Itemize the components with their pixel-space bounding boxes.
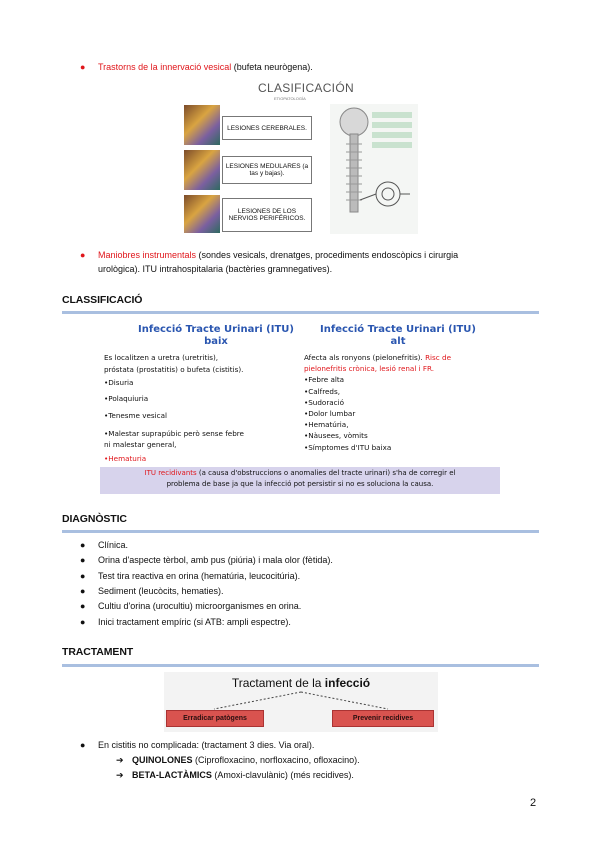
page-number: 2 [530, 797, 537, 809]
bullet-dot: ● [80, 555, 86, 565]
treatment-box-erradicar: Erradicar patògens [166, 710, 264, 727]
section-title-diagnostic: DIAGNÒSTIC [62, 513, 127, 525]
itu-low-list: Es localitzen a uretra (uretritis), próstata (prostatitis) o bufeta (cistitis). •Disuria •Polaquiuria •Tenesme vesical •Malestar suprapúbic però sense febre ni malestar general, •Hematuria [104, 353, 244, 463]
section-rule [62, 530, 539, 533]
arrow-icon: ➔ [116, 755, 124, 765]
section-rule [62, 311, 539, 314]
itu-high-list: Afecta als ronyons (pielonefritis). Risc de pielonefritis crònica, lesió renal i FR. •Febre alta •Calfreds, •Sudoració •Dolor lumbar •Hematúria, •Nàusees, vòmits •Símptomes d'ITU baixa [304, 353, 452, 452]
bullet-dot: ● [80, 540, 86, 550]
brain-illustration [184, 105, 220, 145]
treatment-sub-1: QUINOLONES (Ciprofloxacino, norfloxacino, ofloxacino). [132, 755, 360, 765]
bullet-dot: ● [80, 62, 86, 72]
treatment-item: En cistitis no complicada: (tractament 3 dies. Via oral). [98, 740, 315, 750]
bullet-dot: ● [80, 571, 86, 581]
figure-item-2: LESIONES MEDULARES (a tas y bajas). [222, 156, 312, 184]
intro-bullet-1: Trastorns de la innervació vesical (bufeta neurògena). [98, 62, 313, 72]
figure-subtitle: ETIOPATOLOGÍA [274, 96, 306, 101]
treatment-box-prevenir: Prevenir recidives [332, 710, 434, 727]
diagnostic-item: Orina d'aspecte tèrbol, amb pus (piúria) i mala olor (fètida). [98, 555, 333, 565]
spine-illustration [330, 104, 418, 234]
diagnostic-item: Clínica. [98, 540, 129, 550]
bullet-dot: ● [80, 250, 86, 260]
figure-title: CLASIFICACIÓN [258, 81, 354, 95]
diagnostic-item: Inici tractament empíric (si ATB: ampli espectre). [98, 617, 291, 627]
diagnostic-item: Test tira reactiva en orina (hematúria, leucocitúria). [98, 571, 301, 581]
itu-high-title: Infecció Tracte Urinari (ITU) alt [320, 324, 476, 347]
arrow-icon: ➔ [116, 770, 124, 780]
intro-bullet-2-line2: urològica). ITU intrahospitalaria (bactèries gramnegatives). [98, 264, 333, 274]
diagnostic-item: Sediment (leucòcits, hematies). [98, 586, 224, 596]
intro-bullet-2: Maniobres instrumentals (sondes vesicals, drenatges, procediments endoscòpics i cirurgia [98, 250, 459, 260]
bullet-dot: ● [80, 601, 86, 611]
figure-item-1: LESIONES CEREBRALES. [222, 116, 312, 140]
bullet-dot: ● [80, 617, 86, 627]
bullet-dot: ● [80, 740, 86, 750]
clasificacion-figure [182, 78, 418, 234]
section-rule [62, 664, 539, 667]
diagnostic-item: Cultiu d'orina (urocultiu) microorganismes en orina. [98, 601, 302, 611]
treatment-figure-title: Tractament de la infecció [231, 676, 371, 690]
itu-table-figure [98, 318, 502, 496]
section-title-classificacio: CLASSIFICACIÓ [62, 294, 143, 306]
treatment-figure [164, 672, 438, 732]
figure-item-3: LESIONES DE LOS NERVIOS PERIFÉRICOS. [222, 198, 312, 232]
section-title-tractament: TRACTAMENT [62, 646, 134, 658]
bullet-dot: ● [80, 586, 86, 596]
treatment-sub-2: BETA-LACTÀMICS (Amoxi-clavulànic) (més recidives). [132, 770, 354, 780]
brain-illustration [184, 195, 220, 233]
itu-note-box: ITU recidivants (a causa d'obstruccions o anomalies del tracte urinari) s'ha de corregir el problema de base ja que la infecció pot persistir si no es soluciona la causa. [100, 467, 500, 494]
itu-low-title: Infecció Tracte Urinari (ITU) baix [138, 324, 294, 347]
brain-illustration [184, 150, 220, 190]
